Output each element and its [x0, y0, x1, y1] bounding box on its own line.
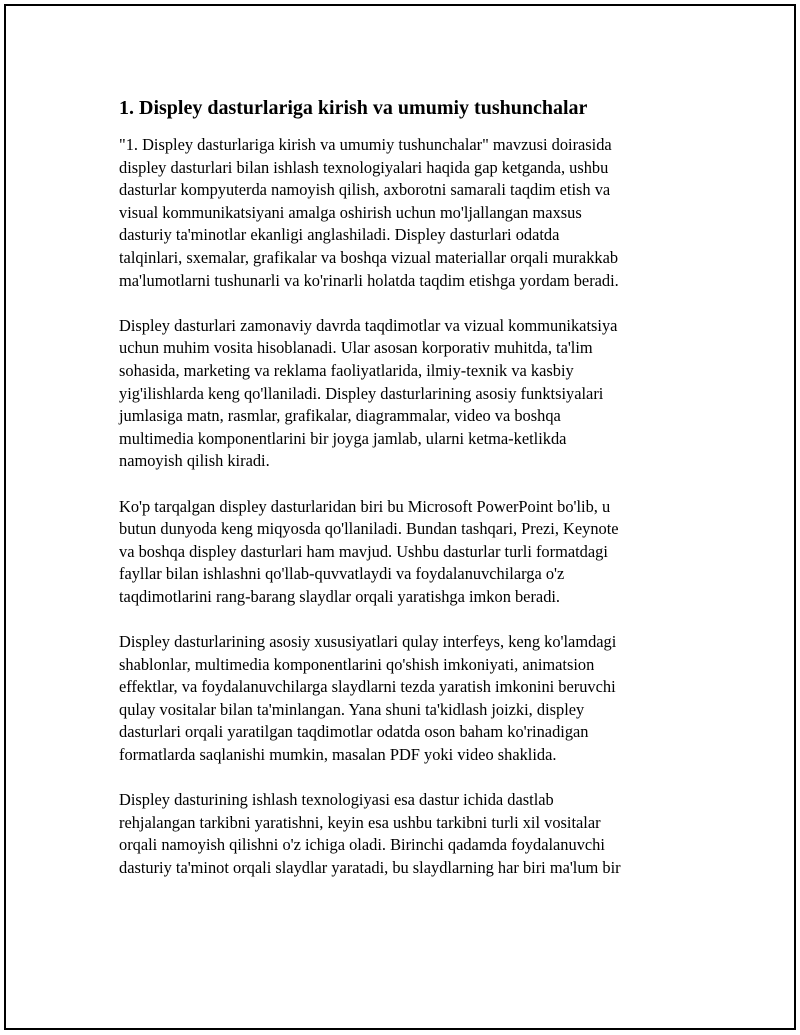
paragraph-1: [119, 134, 699, 292]
text-line: dasturlari orqali yaratilgan taqdimotlar odatda oson baham ko'rinadigan: [119, 722, 589, 742]
text-line: butun dunyoda keng miqyosda qo'llaniladi. Bundan tashqari, Prezi, Keynote: [119, 519, 619, 539]
section-heading: 1. Displey dasturlariga kirish va umumiy tushunchalar: [119, 97, 588, 119]
text-line: multimedia komponentlarini bir joyga jamlab, ularni ketma-ketlikda: [119, 428, 567, 448]
paragraph-3: [119, 496, 699, 609]
text-line: visual kommunikatsiyani amalga oshirish uchun mo'ljallangan maxsus: [119, 202, 582, 222]
paragraph-spacer: [119, 608, 699, 631]
text-line: dasturiy ta'minot orqali slaydlar yaratadi, bu slaydlarning har biri ma'lum bir: [119, 858, 621, 877]
text-line: shablonlar, multimedia komponentlarini qo'shish imkoniyati, animatsion: [119, 654, 595, 674]
text-line: uchun muhim vosita hisoblanadi. Ular asosan korporativ muhitda, ta'lim: [119, 338, 593, 358]
text-line: ma'lumotlarni tushunarli va ko'rinarli holatda taqdim etishga yordam beradi.: [119, 270, 619, 290]
paragraph-spacer: [119, 767, 699, 790]
paragraph-2: [119, 315, 699, 473]
text-line: dasturlar kompyuterda namoyish qilish, axborotni samarali taqdim etish va: [119, 180, 611, 200]
text-line: jumlasiga matn, rasmlar, grafikalar, diagrammalar, video va boshqa: [119, 406, 561, 426]
paragraph-spacer: [119, 292, 699, 315]
text-line: "1. Displey dasturlariga kirish va umumiy tushunchalar" mavzusi doirasida: [119, 135, 612, 154]
document-page: [4, 4, 796, 1030]
paragraph-spacer: [119, 473, 699, 496]
text-line: namoyish qilish kiradi.: [119, 451, 270, 471]
text-line: Displey dasturlarining asosiy xususiyatlari qulay interfeys, keng ko'lamdagi: [119, 632, 617, 652]
text-line: taqdimotlarini rang-barang slaydlar orqali yaratishga imkon beradi.: [119, 586, 561, 606]
text-line: formatlarda saqlanishi mumkin, masalan PDF yoki video shaklida.: [119, 745, 557, 765]
text-line: effektlar, va foydalanuvchilarga slaydlarni tezda yaratish imkonini beruvchi: [119, 677, 616, 697]
document-content: [119, 94, 699, 880]
text-line: Ko'p tarqalgan displey dasturlaridan biri bu Microsoft PowerPoint bo'lib, u: [119, 496, 611, 516]
paragraph-5: [119, 789, 699, 879]
text-line: qulay vositalar bilan ta'minlangan. Yana shuni ta'kidlash joizki, displey: [119, 699, 585, 719]
text-line: yig'ilishlarda keng qo'llaniladi. Displey dasturlarining asosiy funktsiyalari: [119, 383, 604, 403]
text-line: talqinlari, sxemalar, grafikalar va boshqa vizual materiallar orqali murakkab: [119, 247, 619, 267]
paragraph-4: [119, 631, 699, 767]
text-line: orqali namoyish qilishni o'z ichiga oladi. Birinchi qadamda foydalanuvchi: [119, 835, 605, 855]
text-line: Displey dasturlari zamonaviy davrda taqdimotlar va vizual kommunikatsiya: [119, 315, 618, 335]
text-line: displey dasturlari bilan ishlash texnologiyalari haqida gap ketganda, ushbu: [119, 157, 609, 177]
text-line: va boshqa displey dasturlari ham mavjud. Ushbu dasturlar turli formatdagi: [119, 541, 608, 561]
text-line: fayllar bilan ishlashni qo'llab-quvvatlaydi va foydalanuvchilarga o'z: [119, 564, 565, 584]
text-line: Displey dasturining ishlash texnologiyasi esa dastur ichida dastlab: [119, 790, 554, 810]
text-line: sohasida, marketing va reklama faoliyatlarida, ilmiy-texnik va kasbiy: [119, 360, 574, 380]
text-line: rehjalangan tarkibni yaratishni, keyin esa ushbu tarkibni turli xil vositalar: [119, 812, 601, 832]
text-line: dasturiy ta'minotlar ekanligi anglashiladi. Displey dasturlari odatda: [119, 225, 560, 245]
